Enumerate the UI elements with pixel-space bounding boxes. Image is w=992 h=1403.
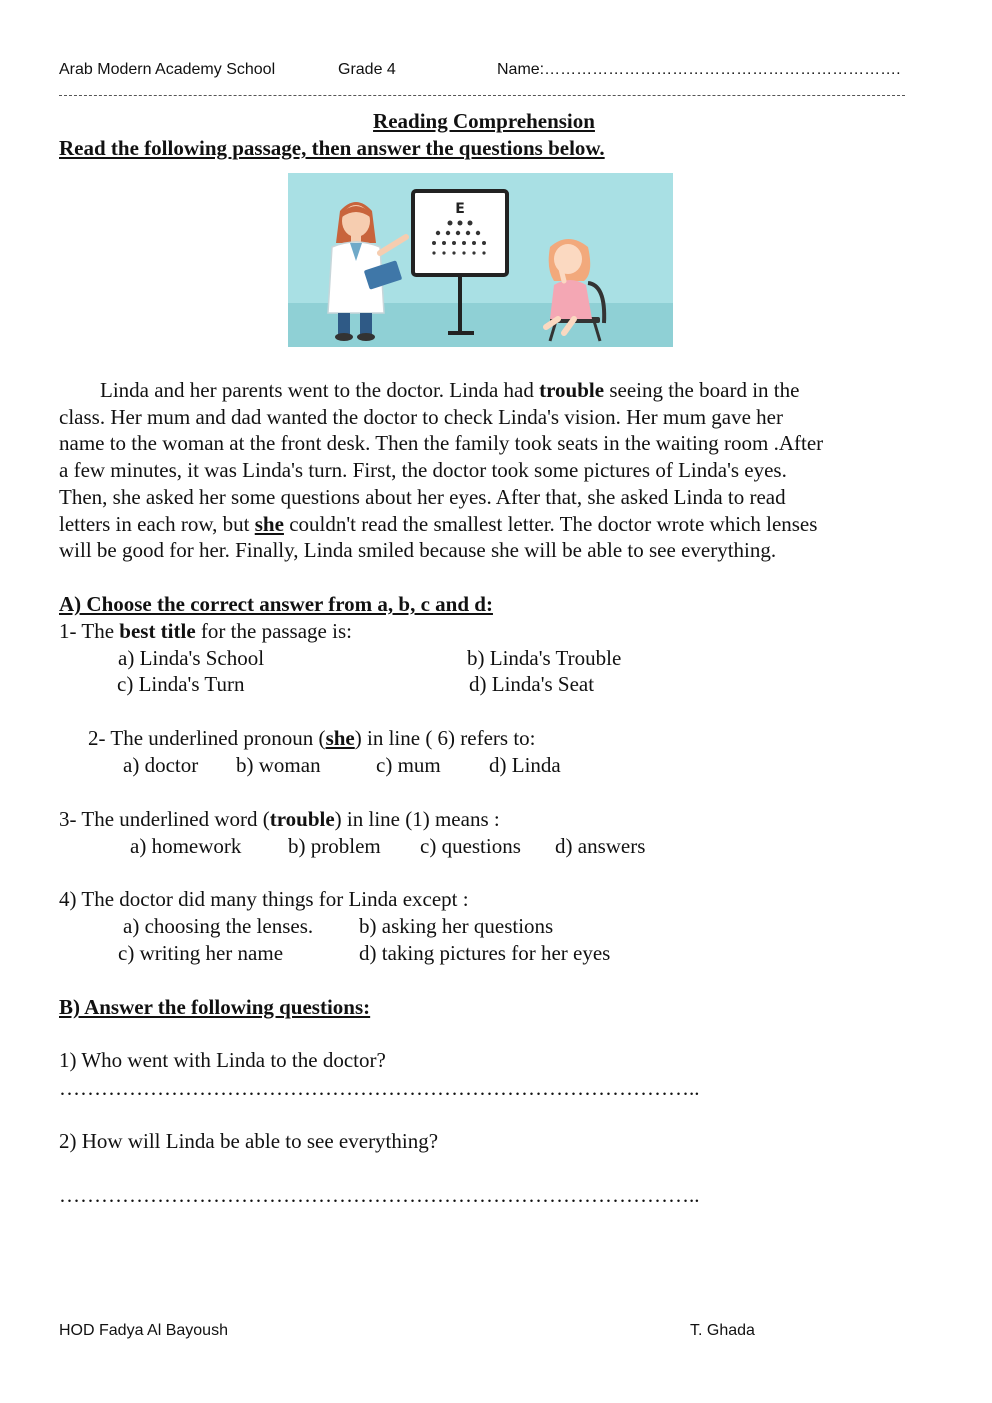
q2-option-c[interactable]: c) mum bbox=[376, 753, 441, 777]
q1-option-a[interactable]: a) Linda's School bbox=[118, 646, 265, 670]
reading-passage bbox=[59, 377, 919, 564]
passage-line-2: class. Her mum and dad wanted the doctor to check Linda's vision. Her mum gave her bbox=[59, 404, 783, 429]
q3-option-c[interactable]: c) questions bbox=[420, 834, 521, 858]
passage-line-5: Then, she asked her some questions about her eyes. After that, she asked Linda to read bbox=[59, 484, 786, 509]
q4-option-a[interactable]: a) choosing the lenses. bbox=[123, 914, 314, 938]
question-4: 4) The doctor did many things for Linda except : bbox=[59, 887, 469, 911]
answer-line-1[interactable]: ……………………………………………………………………………….. bbox=[59, 1076, 700, 1100]
open-question-1: 1) Who went with Linda to the doctor? bbox=[59, 1048, 386, 1072]
q2-option-a[interactable]: a) doctor bbox=[123, 753, 199, 777]
word-trouble: trouble bbox=[539, 378, 605, 402]
q4-option-c[interactable]: c) writing her name bbox=[118, 941, 284, 965]
section-b-heading: B) Answer the following questions: bbox=[59, 995, 371, 1019]
q1-option-d[interactable]: d) Linda's Seat bbox=[469, 672, 595, 696]
q2-option-b[interactable]: b) woman bbox=[236, 753, 321, 777]
passage-line-7: will be good for her. Finally, Linda smiled because she will be able to see everything. bbox=[59, 538, 777, 563]
passage-line-6: letters in each row, but she couldn't read the smallest letter. The doctor wrote which lenses bbox=[59, 511, 818, 536]
passage-line-1: Linda and her parents went to the doctor. Linda had trouble seeing the board in the bbox=[100, 378, 800, 402]
instruction-text: Read the following passage, then answer the questions below. bbox=[59, 136, 605, 160]
passage-line-3: name to the woman at the front desk. Then the family took seats in the waiting room .After bbox=[59, 431, 824, 456]
header-divider bbox=[59, 95, 905, 96]
q2-option-d[interactable]: d) Linda bbox=[489, 753, 561, 777]
page-title: Reading Comprehension bbox=[373, 109, 595, 133]
q4-option-d[interactable]: d) taking pictures for her eyes bbox=[359, 941, 611, 965]
question-3: 3- The underlined word (trouble) in line (1) means : bbox=[59, 807, 500, 831]
pronoun-she: she bbox=[254, 511, 284, 536]
q3-option-b[interactable]: b) problem bbox=[288, 834, 381, 858]
q3-option-a[interactable]: a) homework bbox=[130, 834, 242, 858]
footer-hod: HOD Fadya Al Bayoush bbox=[59, 1322, 228, 1339]
question-2: 2- The underlined pronoun (she) in line ( 6) refers to: bbox=[88, 726, 536, 750]
footer-teacher: T. Ghada bbox=[690, 1322, 755, 1339]
q1-option-b[interactable]: b) Linda's Trouble bbox=[467, 646, 622, 670]
q4-option-b[interactable]: b) asking her questions bbox=[359, 914, 554, 938]
answer-line-2[interactable]: ……………………………………………………………………………….. bbox=[59, 1183, 700, 1207]
q1-option-c[interactable]: c) Linda's Turn bbox=[117, 672, 245, 696]
svg-text:E: E bbox=[455, 201, 465, 217]
section-a-heading: A) Choose the correct answer from a, b, c and d: bbox=[59, 592, 493, 616]
q3-option-d[interactable]: d) answers bbox=[555, 834, 646, 858]
school-name: Arab Modern Academy School bbox=[59, 61, 276, 78]
question-1: 1- The best title for the passage is: bbox=[59, 619, 352, 643]
open-question-2: 2) How will Linda be able to see everything? bbox=[59, 1129, 439, 1153]
passage-line-4: a few minutes, it was Linda's turn. First, the doctor took some pictures of Linda's eyes. bbox=[59, 458, 787, 483]
grade-label: Grade 4 bbox=[338, 61, 396, 78]
eye-doctor-illustration bbox=[288, 173, 673, 347]
student-name-field: Name:…………………………………………………………. bbox=[497, 61, 901, 78]
